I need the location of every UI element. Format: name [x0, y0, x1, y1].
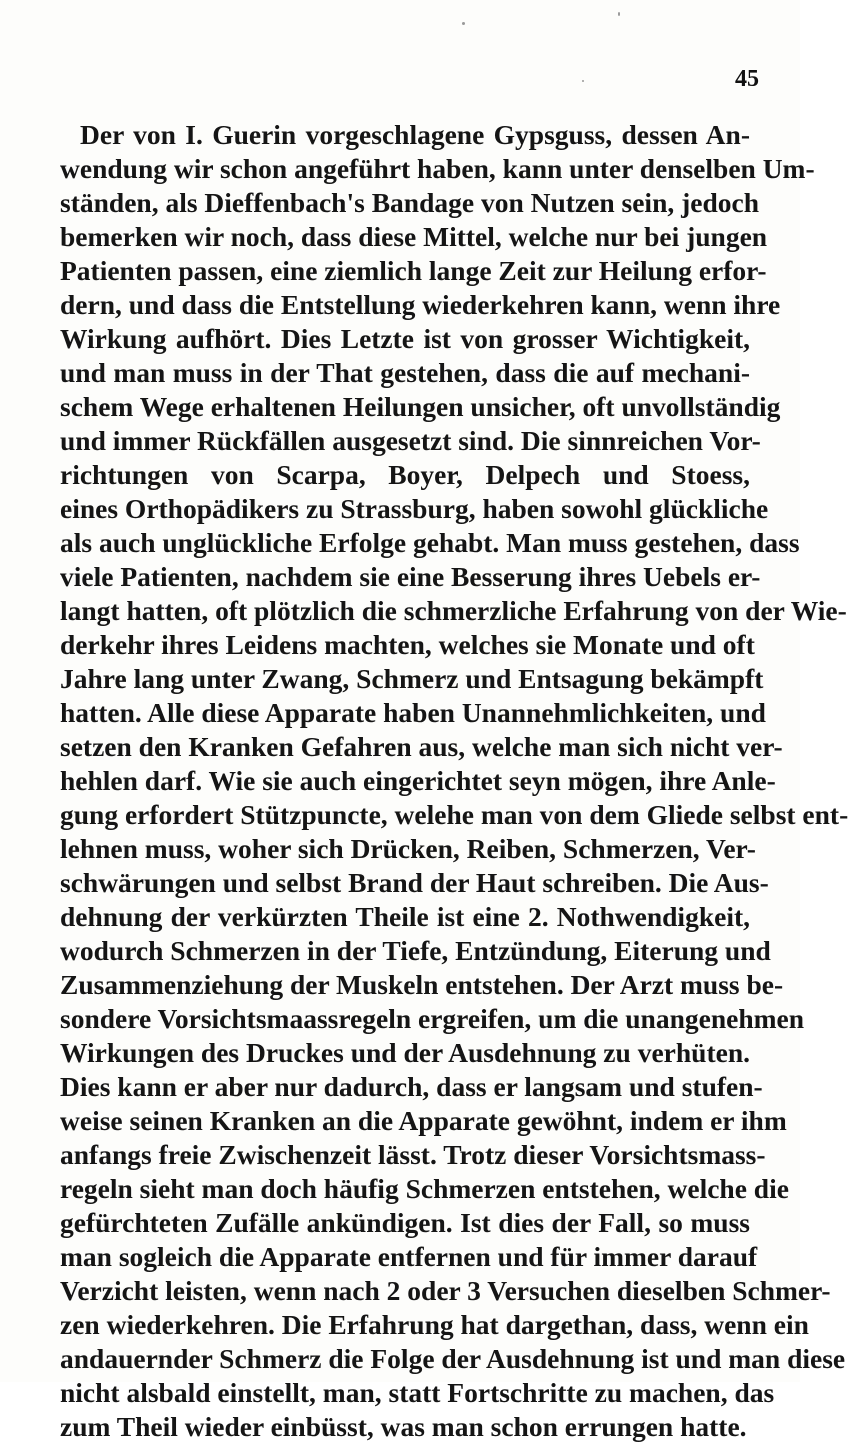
text-line: Zusammenziehung der Muskeln entstehen. Der Arzt muss be-: [60, 969, 784, 1000]
text-line: weise seinen Kranken an die Apparate gewöhnt, indem er ihm: [60, 1105, 787, 1136]
text-line: ständen, als Dieffenbach's Bandage von Nutzen sein, jedoch: [60, 187, 760, 218]
text-line: man sogleich die Apparate entfernen und für immer darauf: [60, 1241, 758, 1272]
text-line: zum Theil wieder einbüsst, was man schon errungen hatte.: [60, 1411, 747, 1442]
paper-speck: [618, 12, 620, 16]
page-number: 45: [735, 66, 759, 92]
text-line: gefürchteten Zufälle ankündigen. Ist dies der Fall, so muss: [60, 1207, 750, 1238]
text-line: dern, und dass die Entstellung wiederkehren kann, wenn ihre: [60, 289, 781, 320]
text-line: hatten. Alle diese Apparate haben Unannehmlichkeiten, und: [60, 697, 766, 728]
text-line: viele Patienten, nachdem sie eine Besserung ihres Uebels er-: [60, 561, 761, 592]
paper-speck: [582, 80, 584, 82]
text-line: wodurch Schmerzen in der Tiefe, Entzündung, Eiterung und: [60, 935, 771, 966]
text-line: wendung wir schon angeführt haben, kann unter denselben Um-: [60, 153, 815, 184]
text-line: Verzicht leisten, wenn nach 2 oder 3 Versuchen dieselben Schmer-: [60, 1275, 831, 1306]
paper-speck: [462, 22, 465, 25]
text-line: schem Wege erhaltenen Heilungen unsicher, oft unvollständig: [60, 391, 781, 422]
text-line: und man muss in der That gestehen, dass die auf mechani-: [60, 357, 750, 388]
text-line: und immer Rückfällen ausgesetzt sind. Die sinnreichen Vor-: [60, 425, 761, 456]
text-line: hehlen darf. Wie sie auch eingerichtet seyn mögen, ihre Anle-: [60, 765, 776, 796]
text-line: gung erfordert Stützpuncte, welehe man von dem Gliede selbst ent-: [60, 799, 848, 830]
text-line: bemerken wir noch, dass diese Mittel, welche nur bei jungen: [60, 221, 768, 252]
text-line: zen wiederkehren. Die Erfahrung hat dargethan, dass, wenn ein: [60, 1309, 809, 1340]
text-line: eines Orthopädikers zu Strassburg, haben sowohl glückliche: [60, 493, 769, 524]
text-line: richtungen von Scarpa, Boyer, Delpech und Stoess,: [60, 459, 750, 490]
text-line: nicht alsbald einstellt, man, statt Fortschritte zu machen, das: [60, 1377, 775, 1408]
text-line: Wirkungen des Druckes und der Ausdehnung zu verhüten.: [60, 1037, 750, 1068]
text-line: als auch unglückliche Erfolge gehabt. Man muss gestehen, dass: [60, 527, 800, 558]
text-line: setzen den Kranken Gefahren aus, welche man sich nicht ver-: [60, 731, 783, 762]
text-line: Patienten passen, eine ziemlich lange Zeit zur Heilung erfor-: [60, 255, 767, 286]
body-text: [60, 118, 848, 1444]
text-line: anfangs freie Zwischenzeit lässt. Trotz dieser Vorsichtsmass-: [60, 1139, 766, 1170]
text-line: Wirkung aufhört. Dies Letzte ist von grosser Wichtigkeit,: [60, 323, 750, 354]
text-line: andauernder Schmerz die Folge der Ausdehnung ist und man diese: [60, 1343, 846, 1374]
text-line: Dies kann er aber nur dadurch, dass er langsam und stufen-: [60, 1071, 763, 1102]
text-line: derkehr ihres Leidens machten, welches sie Monate und oft: [60, 629, 755, 660]
text-line: sondere Vorsichtsmaassregeln ergreifen, um die unangenehmen: [60, 1003, 805, 1034]
text-line: schwärungen und selbst Brand der Haut schreiben. Die Aus-: [60, 867, 769, 898]
text-line: lehnen muss, woher sich Drücken, Reiben, Schmerzen, Ver-: [60, 833, 756, 864]
text-line: langt hatten, oft plötzlich die schmerzliche Erfahrung von der Wie-: [60, 595, 847, 626]
text-line: regeln sieht man doch häufig Schmerzen entstehen, welche die: [60, 1173, 789, 1204]
text-line: Jahre lang unter Zwang, Schmerz und Entsagung bekämpft: [60, 663, 764, 694]
text-line: dehnung der verkürzten Theile ist eine 2. Nothwendigkeit,: [60, 901, 750, 932]
text-line: Der von I. Guerin vorgeschlagene Gypsguss, dessen An-: [80, 119, 750, 150]
